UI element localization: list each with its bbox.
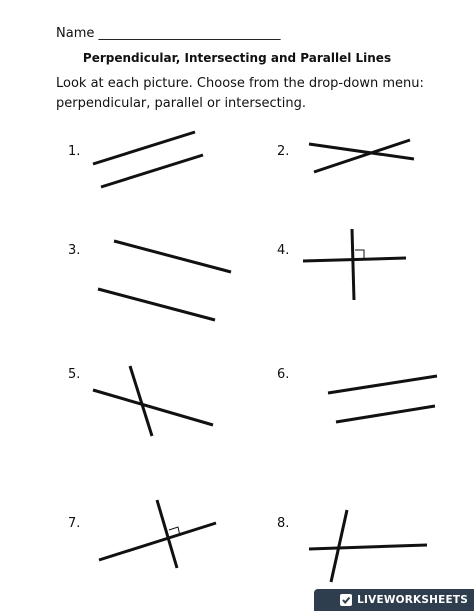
worksheet-title: Perpendicular, Intersecting and Parallel Lines <box>82 51 392 65</box>
diagram-7-line-a <box>99 523 216 560</box>
diagram-3-line-b <box>98 289 215 320</box>
name-blank: ____________________________ <box>98 26 281 41</box>
diagram-3-parallel-lines <box>98 241 231 320</box>
diagram-7-line-b <box>157 500 177 568</box>
question-3-number: 3. <box>68 243 81 258</box>
diagram-4-right-angle-mark <box>355 250 364 259</box>
diagram-6-parallel-lines <box>328 376 437 422</box>
liveworksheets-footer <box>314 589 474 611</box>
question-5-number: 5. <box>68 367 81 382</box>
diagram-1-line-a <box>93 132 195 164</box>
name-label: Name <box>56 26 95 41</box>
question-7-number: 7. <box>68 516 81 531</box>
diagram-3-line-a <box>114 241 231 272</box>
diagram-8-line-b <box>331 510 347 582</box>
question-4-number: 4. <box>277 243 290 258</box>
diagram-4-line-b <box>352 229 354 300</box>
question-8-number: 8. <box>277 516 290 531</box>
question-1-number: 1. <box>68 144 81 159</box>
question-2-number: 2. <box>277 144 290 159</box>
instructions-line-1: Look at each picture. Choose from the drop-down menu: <box>56 76 424 91</box>
diagram-7-perpendicular-lines <box>99 500 216 568</box>
diagram-4-line-a <box>303 258 406 261</box>
footer-brand: LIVEWORKSHEETS <box>357 594 468 606</box>
diagram-1-parallel-lines <box>93 132 203 187</box>
question-6-number: 6. <box>277 367 290 382</box>
diagram-2-intersecting-lines <box>309 140 414 172</box>
diagram-8-intersecting-lines <box>309 510 427 582</box>
diagram-5-intersecting-lines <box>93 366 213 436</box>
diagram-4-perpendicular-lines <box>303 229 406 300</box>
diagram-6-line-b <box>336 406 435 422</box>
diagram-8-line-a <box>309 545 427 549</box>
liveworksheets-logo-icon <box>339 593 353 607</box>
instructions-line-2: perpendicular, parallel or intersecting. <box>56 96 306 111</box>
diagram-5-line-a <box>93 390 213 425</box>
diagram-1-line-b <box>101 155 203 187</box>
diagram-6-line-a <box>328 376 437 393</box>
